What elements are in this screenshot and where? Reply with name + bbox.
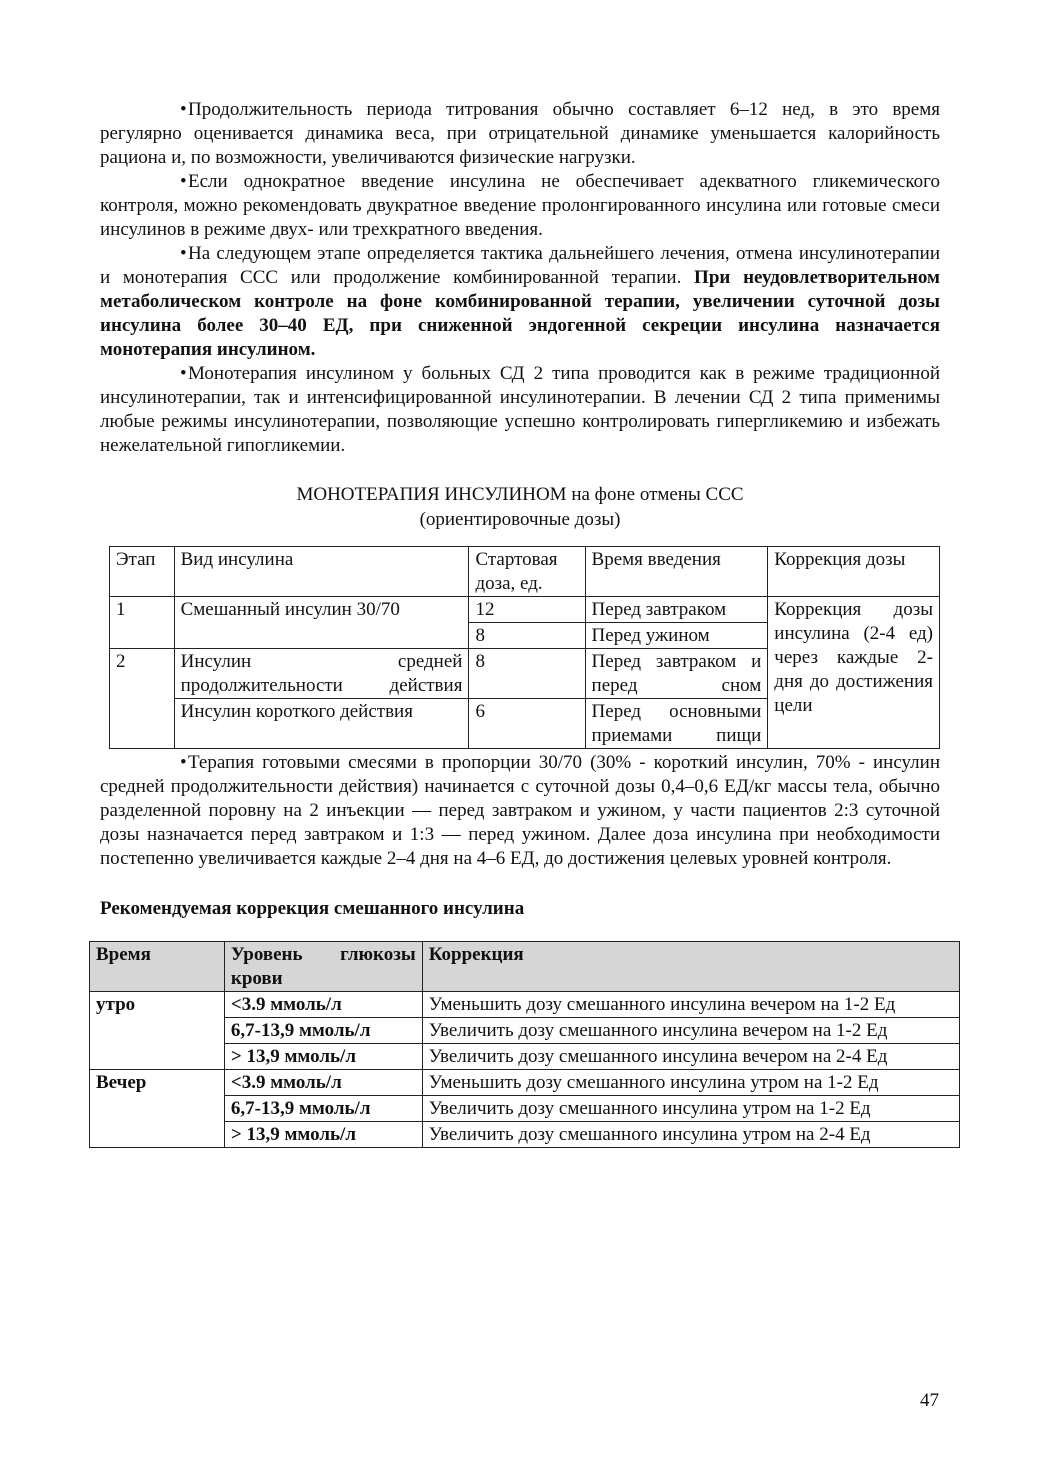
correction-cell: Увеличить дозу смешанного инсулина утром на 2-4 Ед [422, 1122, 959, 1148]
bullet-icon: • [180, 171, 187, 192]
time-cell: Перед ужином [585, 623, 768, 649]
bullet-icon: • [180, 99, 187, 120]
time-cell: Вечер [90, 1070, 225, 1148]
time-cell: Перед завтраком [585, 597, 768, 623]
level-cell: <3.9 ммоль/л [224, 992, 422, 1018]
level-cell: 6,7-13,9 ммоль/л [224, 1018, 422, 1044]
header-cell: Вид инсулина [174, 547, 469, 597]
bold-emphasis: При неудовлетворительном метаболическом контроле на фоне комбинированной терапии, увеличении суточной дозы инсулина более 30–40 ЕД, при сниженной эндогенной секреции инсулина назначается монотерапия инсулином. [100, 267, 940, 360]
bullet-paragraph: • Продолжительность периода титрования обычно составляет 6–12 нед, в это время регулярно оценивается динамика веса, при отрицательной динамике уменьшается калорийность рациона и, по возможности, увеличиваются физические нагрузки. [100, 99, 940, 168]
header-cell: Уровень глюкозы крови [224, 942, 422, 992]
bullet-paragraph: • Монотерапия инсулином у больных СД 2 типа проводится как в режиме традиционной инсулинотерапии, так и интенсифицированной инсулинотерапии. В лечении СД 2 типа применимы любые режимы инсулинотерапии, позволяющие успешно контролировать гипергликемию и избежать нежелательной гипогликемии. [100, 363, 940, 456]
table-row [90, 1070, 960, 1096]
bullet-icon: • [180, 243, 187, 264]
bullet-icon: • [180, 752, 187, 773]
time-cell: Перед завтраком и перед сном [585, 649, 768, 699]
insulin-cell: Смешанный инсулин 30/70 [174, 597, 469, 649]
page-body [96, 98, 940, 1148]
header-cell: Коррекция дозы [768, 547, 940, 597]
header-cell: Стартовая доза, ед. [469, 547, 585, 597]
bullet-paragraph: • На следующем этапе определяется тактика дальнейшего лечения, отмена инсулинотерапии и монотерапия ССС или продолжение комбинированной терапии. При неудовлетворительном метаболическом контроле на фоне комбинированной терапии, увеличении суточной дозы инсулина более 30–40 ЕД, при сниженной эндогенной секреции инсулина назначается монотерапия инсулином. [100, 243, 940, 360]
correction-cell: Увеличить дозу смешанного инсулина утром на 1-2 Ед [422, 1096, 959, 1122]
bullet-paragraph: • Терапия готовыми смесями в пропорции 30/70 (30% - короткий инсулин, 70% - инсулин средней продолжительности действия) начинается с суточной дозы 0,4–0,6 ЕД/кг массы тела, обычно разделенной поровну на 2 инъекции — перед завтраком и ужином, у части пациентов 2:3 суточной дозы назначается перед завтраком и 1:3 — перед ужином. Далее доза инсулина при необходимости постепенно увеличивается каждые 2–4 дня на 4–6 ЕД, до достижения целевых уровней контроля. [100, 752, 940, 869]
correction-cell: Коррекция дозы инсулина (2-4 ед) через каждые 2- дня до достижения цели [768, 597, 940, 749]
time-cell: Перед основными приемами пищи [585, 699, 768, 749]
bullet-paragraph: • Если однократное введение инсулина не обеспечивает адекватного гликемического контроля, можно рекомендовать двукратное введение пролонгированного инсулина или готовые смеси инсулинов в режиме двух- или трехкратного введения. [100, 171, 940, 240]
dose-cell: 8 [469, 623, 585, 649]
dose-cell: 12 [469, 597, 585, 623]
level-cell: 6,7-13,9 ммоль/л [224, 1096, 422, 1122]
insulin-cell: Инсулин средней продолжительности действия [174, 649, 469, 699]
page-number: 47 [920, 1390, 939, 1411]
insulin-monotherapy-table [109, 546, 940, 749]
correction-cell: Уменьшить дозу смешанного инсулина утром на 1-2 Ед [422, 1070, 959, 1096]
level-cell: <3.9 ммоль/л [224, 1070, 422, 1096]
header-cell: Время [90, 942, 225, 992]
level-cell: > 13,9 ммоль/л [224, 1044, 422, 1070]
dose-cell: 8 [469, 649, 585, 699]
correction-cell: Увеличить дозу смешанного инсулина вечером на 2-4 Ед [422, 1044, 959, 1070]
level-cell: > 13,9 ммоль/л [224, 1122, 422, 1148]
table1-caption: МОНОТЕРАПИЯ ИНСУЛИНОМ на фоне отмены ССС (ориентировочные дозы) [296, 484, 744, 530]
section-title: Рекомендуемая коррекция смешанного инсулина [100, 898, 525, 919]
header-cell: Время введения [585, 547, 768, 597]
table-header-row [110, 547, 940, 597]
mixed-insulin-correction-table [89, 941, 960, 1148]
time-cell: утро [90, 992, 225, 1070]
header-cell: Коррекция [422, 942, 959, 992]
stage-cell: 1 [110, 597, 175, 649]
correction-cell: Увеличить дозу смешанного инсулина вечером на 1-2 Ед [422, 1018, 959, 1044]
table-header-row [90, 942, 960, 992]
stage-cell: 2 [110, 649, 175, 749]
table-row [110, 597, 940, 623]
header-cell: Этап [110, 547, 175, 597]
correction-cell: Уменьшить дозу смешанного инсулина вечером на 1-2 Ед [422, 992, 959, 1018]
bullet-icon: • [180, 363, 187, 384]
table-row [90, 992, 960, 1018]
dose-cell: 6 [469, 699, 585, 749]
insulin-cell: Инсулин короткого действия [174, 699, 469, 749]
